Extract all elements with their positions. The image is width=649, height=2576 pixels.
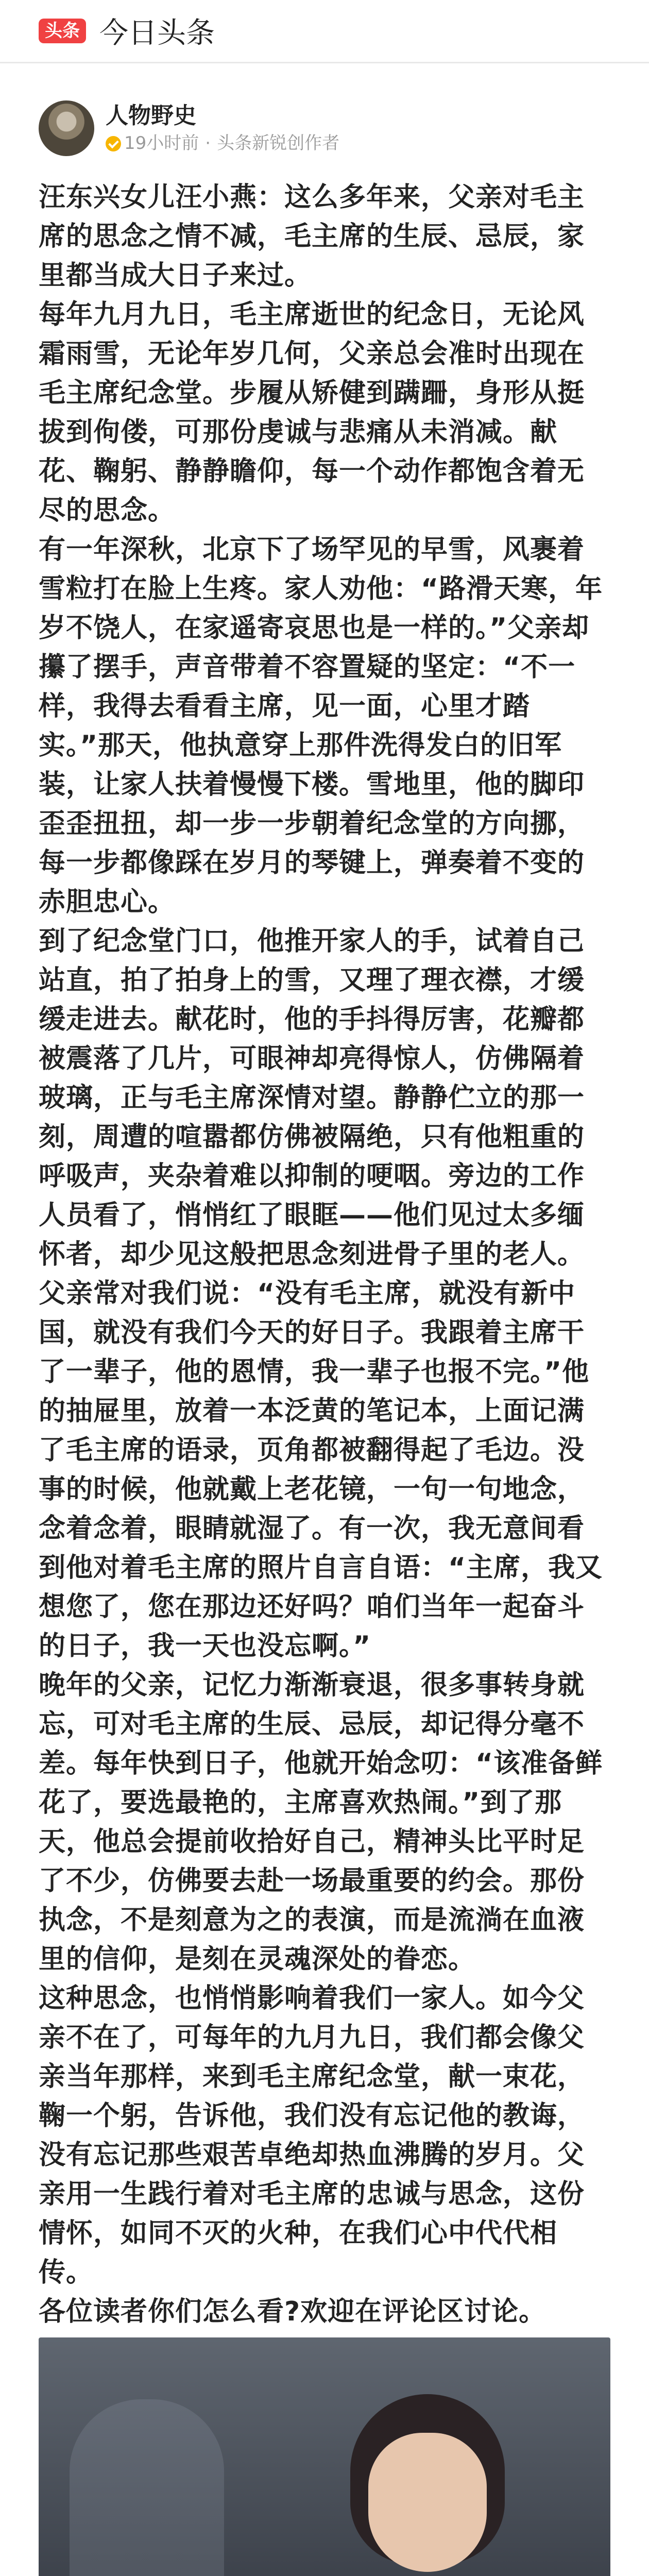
- app-title: 今日头条: [99, 16, 215, 50]
- article-paragraph: 晚年的父亲，记忆力渐渐衰退，很多事转身就忘，可对毛主席的生辰、忌辰，却记得分毫不差。每年快到日子，他就开始念叨：“该准备鲜花了，要选最艳的，主席喜欢热闹。”到了那天，他总会提前收拾好自己，精神头比平时足了不少，仿佛要去赴一场最重要的约会。那份执念，不是刻意为之的表演，而是流淌在血液里的信仰，是刻在灵魂深处的眷恋。: [39, 1670, 603, 1975]
- article-body: [0, 157, 649, 2331]
- creator-tag: 头条新锐创作者: [217, 133, 340, 154]
- article-paragraph: 各位读者你们怎么看?欢迎在评论区讨论。: [39, 2296, 546, 2327]
- author-name[interactable]: 人物野史: [106, 103, 196, 129]
- separator: ·: [205, 133, 211, 154]
- author-subline: [106, 132, 339, 155]
- author-meta: [106, 101, 339, 155]
- brand-logo: 头条: [39, 19, 86, 44]
- verified-icon: [106, 136, 121, 151]
- photo-subject-face: [368, 2433, 487, 2572]
- article-paragraph: 到了纪念堂门口，他推开家人的手，试着自己站直，拍了拍身上的雪，又理了理衣襟，才缓缓走进去。献花时，他的手抖得厉害，花瓣都被震落了几片，可眼神却亮得惊人，仿佛隔着玻璃，正与毛主席深情对望。静静伫立的那一刻，周遭的喧嚣都仿佛被隔绝，只有他粗重的呼吸声，夹杂着难以抑制的哽咽。旁边的工作人员看了，悄悄红了眼眶——他们见过太多缅怀者，却少见这般把思念刻进骨子里的老人。: [39, 926, 585, 1270]
- article-paragraph: 父亲常对我们说：“没有毛主席，就没有新中国，就没有我们今天的好日子。我跟着主席干了一辈子，他的恩情，我一辈子也报不完。”他的抽屉里，放着一本泛黄的笔记本，上面记满了毛主席的语录，页角都被翻得起了毛边。没事的时候，他就戴上老花镜，一句一句地念，念着念着，眼睛就湿了。有一次，我无意间看到他对着毛主席的照片自言自语：“主席，我又想您了，您在那边还好吗？咱们当年一起奋斗的日子，我一天也没忘啊。”: [39, 1278, 603, 1662]
- post-time: 19小时前: [124, 133, 199, 154]
- article-paragraph: 这种思念，也悄悄影响着我们一家人。如今父亲不在了，可每年的九月九日，我们都会像父亲当年那样，来到毛主席纪念堂，献一束花，鞠一个躬，告诉他，我们没有忘记他的教诲，没有忘记那些艰苦卓绝却热血沸腾的岁月。父亲用一生践行着对毛主席的忠诚与思念，这份情怀，如同不灭的火种，在我们心中代代相传。: [39, 1983, 585, 2288]
- author-avatar[interactable]: [39, 100, 94, 156]
- article-paragraph: 每年九月九日，毛主席逝世的纪念日，无论风霜雨雪，无论年岁几何，父亲总会准时出现在毛主席纪念堂。步履从矫健到蹒跚，身形从挺拔到佝偻，可那份虔诚与悲痛从未消减。献花、鞠躬、静静瞻仰，每一个动作都饱含着无尽的思念。: [39, 299, 585, 526]
- article-paragraph: 有一年深秋，北京下了场罕见的早雪，风裹着雪粒打在脸上生疼。家人劝他：“路滑天寒，年岁不饶人，在家遥寄哀思也是一样的。”父亲却攥了摆手，声音带着不容置疑的坚定：“不一样，我得去看看主席，见一面，心里才踏实。”那天，他执意穿上那件洗得发白的旧军装，让家人扶着慢慢下楼。雪地里，他的脚印歪歪扭扭，却一步一步朝着纪念堂的方向挪，每一步都像踩在岁月的琴键上，弹奏着不变的赤胆忠心。: [39, 534, 603, 918]
- app-header: [0, 0, 649, 62]
- photo-background-figure: [70, 2399, 224, 2576]
- article-photo[interactable]: [39, 2337, 610, 2576]
- article-paragraph: 汪东兴女儿汪小燕：这么多年来，父亲对毛主席的思念之情不减，毛主席的生辰、忌辰，家里都当成大日子来过。: [39, 182, 585, 291]
- author-bar: [0, 63, 649, 157]
